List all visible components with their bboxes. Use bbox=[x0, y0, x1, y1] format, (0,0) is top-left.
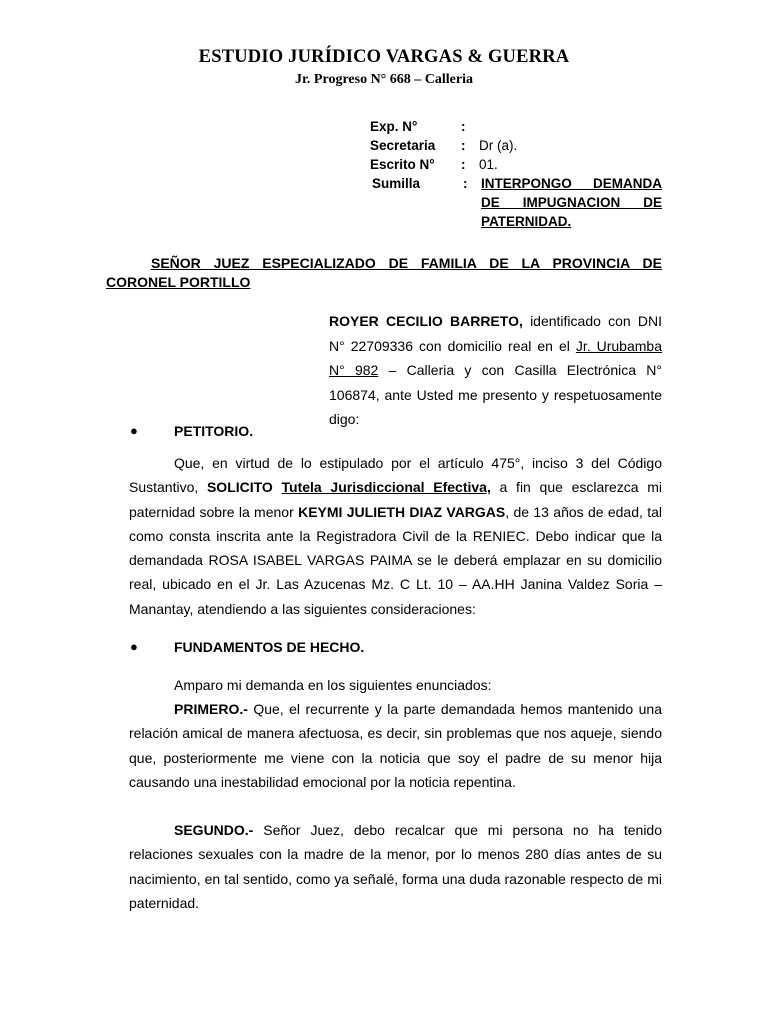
petitorio-title: PETITORIO. bbox=[174, 423, 254, 439]
sumilla-value: INTERPONGO DEMANDA DE IMPUGNACION DE PATERNIDAD. bbox=[481, 176, 662, 229]
separator: : bbox=[463, 176, 468, 191]
minor-name: KEYMI JULIETH DIAZ VARGAS bbox=[298, 503, 506, 520]
plaintiff-address: Jr. Urubamba N° 982 bbox=[329, 337, 662, 378]
secretaria-value: Dr (a). bbox=[479, 138, 518, 153]
firm-address: Jr. Progreso N° 668 – Calleria bbox=[295, 72, 473, 87]
escrito-row bbox=[370, 155, 662, 174]
bullet-icon: ● bbox=[130, 423, 138, 438]
exp-row bbox=[370, 117, 662, 136]
exp-label: Exp. N° bbox=[370, 119, 418, 134]
segundo-text: Señor Juez, debo recalcar que mi persona no ha tenido relaciones sexuales con la madre de la menor, por lo menos 280 días antes de su nacimiento, en tal sentido, como ya señalé, forma una duda razonable respecto de mi paternidad. bbox=[129, 822, 662, 911]
fundamentos-intro: Amparo mi demanda en los siguientes enunciados: bbox=[174, 677, 492, 693]
separator: : bbox=[461, 138, 466, 153]
addressee: SEÑOR JUEZ ESPECIALIZADO DE FAMILIA DE LA PROVINCIA DE CORONEL PORTILLO bbox=[106, 255, 662, 290]
petitorio-text: a fin que esclarezca mi paternidad sobre la menor bbox=[129, 479, 662, 520]
secretaria-label: Secretaria bbox=[370, 138, 436, 153]
primero-label: PRIMERO.- bbox=[174, 701, 248, 717]
plaintiff-name: ROYER CECILIO BARRETO, bbox=[329, 313, 523, 329]
fundamentos-title: FUNDAMENTOS DE HECHO. bbox=[174, 639, 365, 655]
primero-text: Que, el recurrente y la parte demandada hemos mantenido una relación amical de manera afectuosa, es decir, sin problemas que nos aqueje, siendo que, posteriormente me viene con la noticia que soy el padre de su menor hija causando una inestabilidad emocional por la noticia repentina. bbox=[129, 701, 662, 790]
exp-value bbox=[479, 117, 662, 136]
escrito-label: Escrito N° bbox=[370, 157, 435, 172]
petitorio-text: Que, en virtud de lo estipulado por el artículo 475°, inciso 3 del Código Sustantivo, bbox=[129, 455, 662, 496]
separator: : bbox=[461, 119, 466, 134]
intro-paragraph bbox=[329, 309, 662, 432]
segundo-label: SEGUNDO.- bbox=[174, 822, 254, 838]
tutela-phrase: Tutela Jurisdiccional Efectiva, bbox=[281, 479, 491, 496]
escrito-value: 01. bbox=[479, 157, 498, 172]
separator: : bbox=[461, 157, 466, 172]
bullet-icon: ● bbox=[130, 639, 138, 654]
sumilla-label: Sumilla bbox=[372, 176, 421, 191]
sumilla-row bbox=[370, 174, 662, 231]
petitorio-text bbox=[273, 479, 282, 495]
segundo-paragraph bbox=[129, 818, 662, 915]
case-metadata bbox=[370, 117, 662, 231]
petitorio-paragraph bbox=[129, 451, 662, 621]
primero-paragraph bbox=[129, 697, 662, 794]
firm-name: ESTUDIO JURÍDICO VARGAS & GUERRA bbox=[198, 47, 570, 67]
intro-text: identificado con DNI N° 22709336 con domicilio real en el bbox=[329, 313, 663, 354]
petitorio-text: , de 13 años de edad, tal como consta inscrita ante la Registradora Civil de la RENIEC. Debo indicar que la demandada ROSA ISABEL VARGAS PAIMA se le deberá emplazar en su domicilio real, ubicado en el Jr. Las Azucenas Mz. C Lt. 10 – AA.HH Janina Valdez Soria – Manantay, atendiendo a las siguientes consideraciones: bbox=[129, 503, 663, 617]
secretaria-row bbox=[370, 136, 662, 155]
intro-text: – Calleria y con Casilla Electrónica N° 106874, ante Usted me presento y respetuosamente digo: bbox=[329, 362, 662, 427]
solicito-keyword: SOLICITO bbox=[206, 479, 273, 496]
